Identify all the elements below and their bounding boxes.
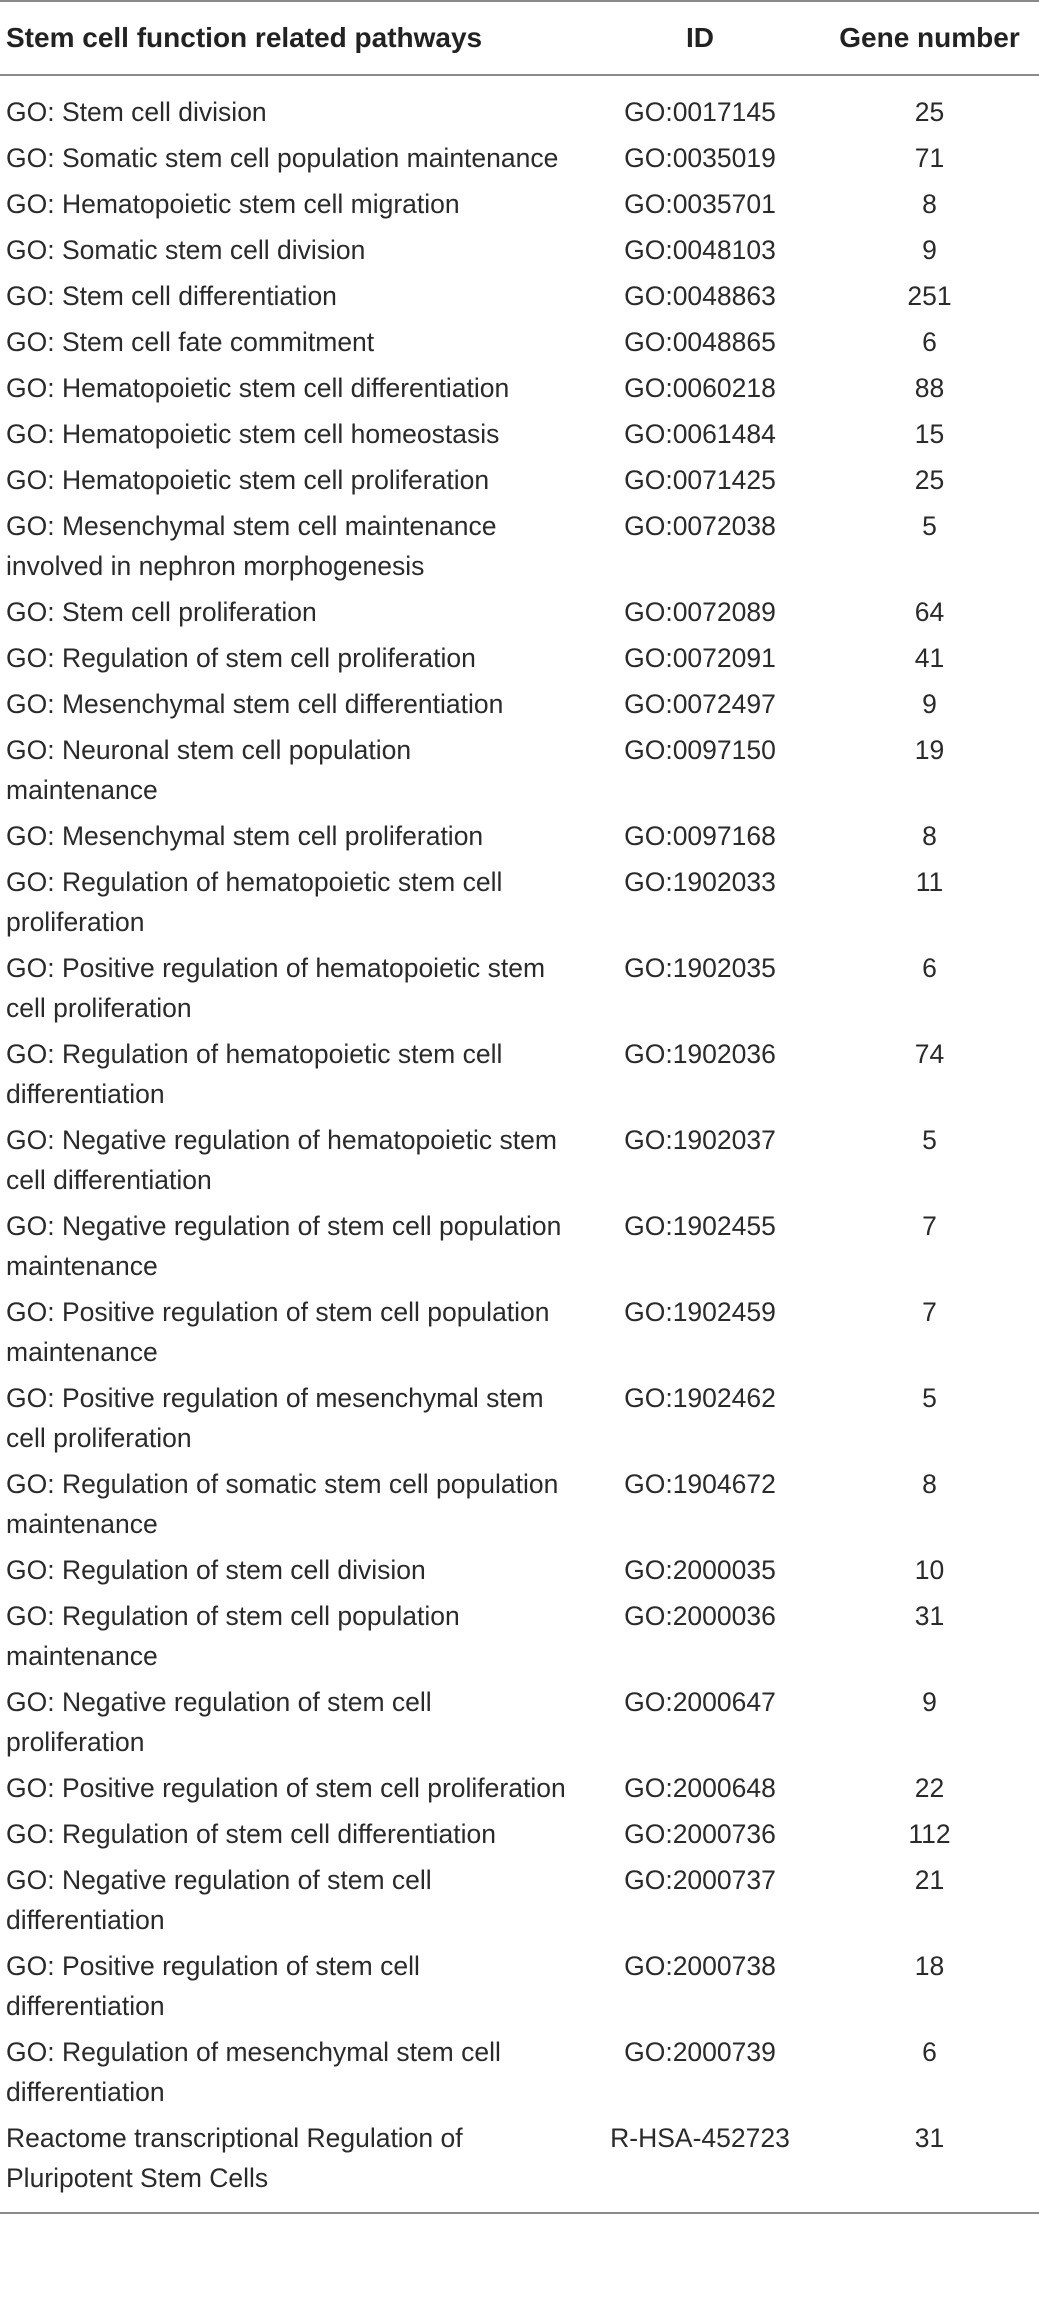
cell-id: GO:0072091 (624, 643, 776, 673)
cell-gene-number: 9 (922, 1687, 937, 1717)
table-row (0, 730, 1039, 816)
table-body (0, 75, 1039, 2213)
table-row (0, 2032, 1039, 2118)
cell-id: GO:0017145 (624, 97, 776, 127)
cell-pathway: GO: Positive regulation of stem cell differentiation (6, 1951, 420, 2021)
cell-pathway: GO: Somatic stem cell population maintenance (6, 143, 559, 173)
cell-gene-number: 7 (922, 1297, 937, 1327)
cell-pathway: GO: Regulation of stem cell differentiation (6, 1819, 497, 1849)
cell-gene-number: 21 (914, 1865, 945, 1895)
cell-gene-number: 6 (922, 953, 937, 983)
cell-id: GO:1902455 (624, 1211, 776, 1241)
cell-pathway: GO: Stem cell proliferation (6, 597, 317, 627)
table-row (0, 1768, 1039, 1814)
cell-gene-number: 5 (922, 1383, 937, 1413)
column-header-id: ID (580, 1, 820, 75)
table-row (0, 138, 1039, 184)
cell-pathway: GO: Regulation of hematopoietic stem cell differentiation (6, 1039, 503, 1109)
column-header-gene-number: Gene number (820, 1, 1039, 75)
cell-gene-number: 8 (922, 189, 937, 219)
cell-pathway: GO: Somatic stem cell division (6, 235, 366, 265)
cell-id: GO:0048865 (624, 327, 776, 357)
cell-pathway: GO: Stem cell fate commitment (6, 327, 375, 357)
column-header-pathway: Stem cell function related pathways (0, 1, 580, 75)
cell-pathway: GO: Hematopoietic stem cell proliferation (6, 465, 490, 495)
cell-pathway: GO: Mesenchymal stem cell differentiation (6, 689, 504, 719)
cell-pathway: Reactome transcriptional Regulation of Pluripotent Stem Cells (0, 2118, 580, 2213)
table-row (0, 1550, 1039, 1596)
table-row (0, 684, 1039, 730)
cell-id: GO:0097168 (624, 821, 776, 851)
cell-pathway: GO: Positive regulation of stem cell proliferation (6, 1773, 566, 1803)
cell-gene-number: 11 (915, 867, 944, 897)
table-row (0, 1860, 1039, 1946)
cell-gene-number: 74 (914, 1039, 945, 1069)
cell-id: GO:1902036 (624, 1039, 776, 1069)
cell-id: GO:2000647 (624, 1687, 776, 1717)
table-row (0, 862, 1039, 948)
cell-pathway: GO: Positive regulation of mesenchymal stem cell proliferation (6, 1383, 544, 1453)
cell-id: GO:2000739 (624, 2037, 776, 2067)
table-row (0, 1292, 1039, 1378)
table-row (0, 1378, 1039, 1464)
cell-id: R-HSA-452723 (580, 2118, 820, 2213)
cell-pathway: GO: Positive regulation of stem cell population maintenance (6, 1297, 550, 1367)
cell-gene-number: 41 (914, 643, 945, 673)
cell-pathway: GO: Hematopoietic stem cell homeostasis (6, 419, 500, 449)
table-header (0, 1, 1039, 75)
cell-id: GO:2000737 (624, 1865, 776, 1895)
cell-pathway: GO: Positive regulation of hematopoietic stem cell proliferation (6, 953, 546, 1023)
cell-pathway: GO: Negative regulation of stem cell proliferation (6, 1687, 432, 1757)
cell-gene-number: 5 (922, 511, 937, 541)
table-row (0, 230, 1039, 276)
table-row (0, 276, 1039, 322)
cell-gene-number: 64 (914, 597, 945, 627)
cell-gene-number: 71 (914, 143, 945, 173)
cell-id: GO:0097150 (624, 735, 776, 765)
cell-pathway: GO: Regulation of mesenchymal stem cell differentiation (6, 2037, 501, 2107)
cell-pathway: GO: Negative regulation of hematopoietic stem cell differentiation (6, 1125, 557, 1195)
cell-gene-number: 25 (914, 97, 945, 127)
cell-gene-number: 18 (914, 1951, 945, 1981)
cell-id: GO:0072089 (624, 597, 776, 627)
table-row (0, 322, 1039, 368)
cell-pathway: GO: Regulation of stem cell population maintenance (6, 1601, 460, 1671)
table-row (0, 414, 1039, 460)
cell-gene-number: 251 (907, 281, 952, 311)
cell-gene-number: 5 (922, 1125, 937, 1155)
cell-gene-number: 6 (922, 2037, 937, 2067)
cell-id: GO:1902033 (624, 867, 776, 897)
table-row (0, 816, 1039, 862)
table-row (0, 368, 1039, 414)
cell-pathway: GO: Regulation of hematopoietic stem cell proliferation (6, 867, 503, 937)
cell-gene-number: 9 (922, 235, 937, 265)
cell-pathway: GO: Hematopoietic stem cell differentiation (6, 373, 510, 403)
cell-pathway: GO: Mesenchymal stem cell maintenance involved in nephron morphogenesis (6, 511, 497, 581)
table-row (0, 1596, 1039, 1682)
cell-pathway: GO: Stem cell division (6, 97, 267, 127)
cell-id: GO:2000738 (624, 1951, 776, 1981)
table-row (0, 1120, 1039, 1206)
table-row (0, 1682, 1039, 1768)
cell-id: GO:0060218 (624, 373, 776, 403)
cell-id: GO:0071425 (624, 465, 776, 495)
cell-pathway: GO: Regulation of stem cell division (6, 1555, 426, 1585)
cell-id: GO:0048863 (624, 281, 776, 311)
cell-gene-number: 31 (820, 2118, 1039, 2213)
cell-gene-number: 10 (914, 1555, 945, 1585)
cell-id: GO:0072497 (624, 689, 776, 719)
table-row (0, 184, 1039, 230)
header-row (0, 1, 1039, 75)
table-row (0, 2118, 1039, 2213)
cell-id: GO:2000035 (624, 1555, 776, 1585)
cell-id: GO:1902035 (624, 953, 776, 983)
cell-id: GO:1902037 (624, 1125, 776, 1155)
cell-id: GO:0072038 (624, 511, 776, 541)
table-row (0, 1034, 1039, 1120)
table-row (0, 638, 1039, 684)
table-row (0, 506, 1039, 592)
table-row (0, 75, 1039, 138)
cell-id: GO:1902462 (624, 1383, 776, 1413)
cell-gene-number: 8 (922, 821, 937, 851)
table-row (0, 592, 1039, 638)
table-row (0, 1464, 1039, 1550)
cell-pathway: GO: Neuronal stem cell population maintenance (6, 735, 412, 805)
cell-gene-number: 112 (908, 1819, 951, 1849)
cell-id: GO:2000736 (624, 1819, 776, 1849)
cell-gene-number: 15 (914, 419, 945, 449)
cell-gene-number: 7 (922, 1211, 937, 1241)
cell-pathway: GO: Negative regulation of stem cell population maintenance (6, 1211, 562, 1281)
cell-gene-number: 31 (914, 1601, 945, 1631)
cell-gene-number: 9 (922, 689, 937, 719)
cell-gene-number: 8 (922, 1469, 937, 1499)
cell-id: GO:0035019 (624, 143, 776, 173)
cell-id: GO:0048103 (624, 235, 776, 265)
cell-id: GO:0061484 (624, 419, 776, 449)
cell-pathway: GO: Regulation of stem cell proliferation (6, 643, 476, 673)
cell-pathway: GO: Regulation of somatic stem cell population maintenance (6, 1469, 559, 1539)
table-row (0, 1946, 1039, 2032)
cell-id: GO:1904672 (624, 1469, 776, 1499)
cell-id: GO:1902459 (624, 1297, 776, 1327)
table-row (0, 1814, 1039, 1860)
table-row (0, 948, 1039, 1034)
cell-gene-number: 25 (914, 465, 945, 495)
cell-pathway: GO: Hematopoietic stem cell migration (6, 189, 460, 219)
cell-gene-number: 19 (914, 735, 945, 765)
table-row (0, 1206, 1039, 1292)
cell-gene-number: 22 (914, 1773, 945, 1803)
cell-id: GO:0035701 (624, 189, 776, 219)
cell-pathway: GO: Mesenchymal stem cell proliferation (6, 821, 484, 851)
table-row (0, 460, 1039, 506)
cell-id: GO:2000036 (624, 1601, 776, 1631)
cell-gene-number: 6 (922, 327, 937, 357)
cell-pathway: GO: Negative regulation of stem cell differentiation (6, 1865, 432, 1935)
cell-id: GO:2000648 (624, 1773, 776, 1803)
cell-gene-number: 88 (914, 373, 945, 403)
cell-pathway: GO: Stem cell differentiation (6, 281, 337, 311)
